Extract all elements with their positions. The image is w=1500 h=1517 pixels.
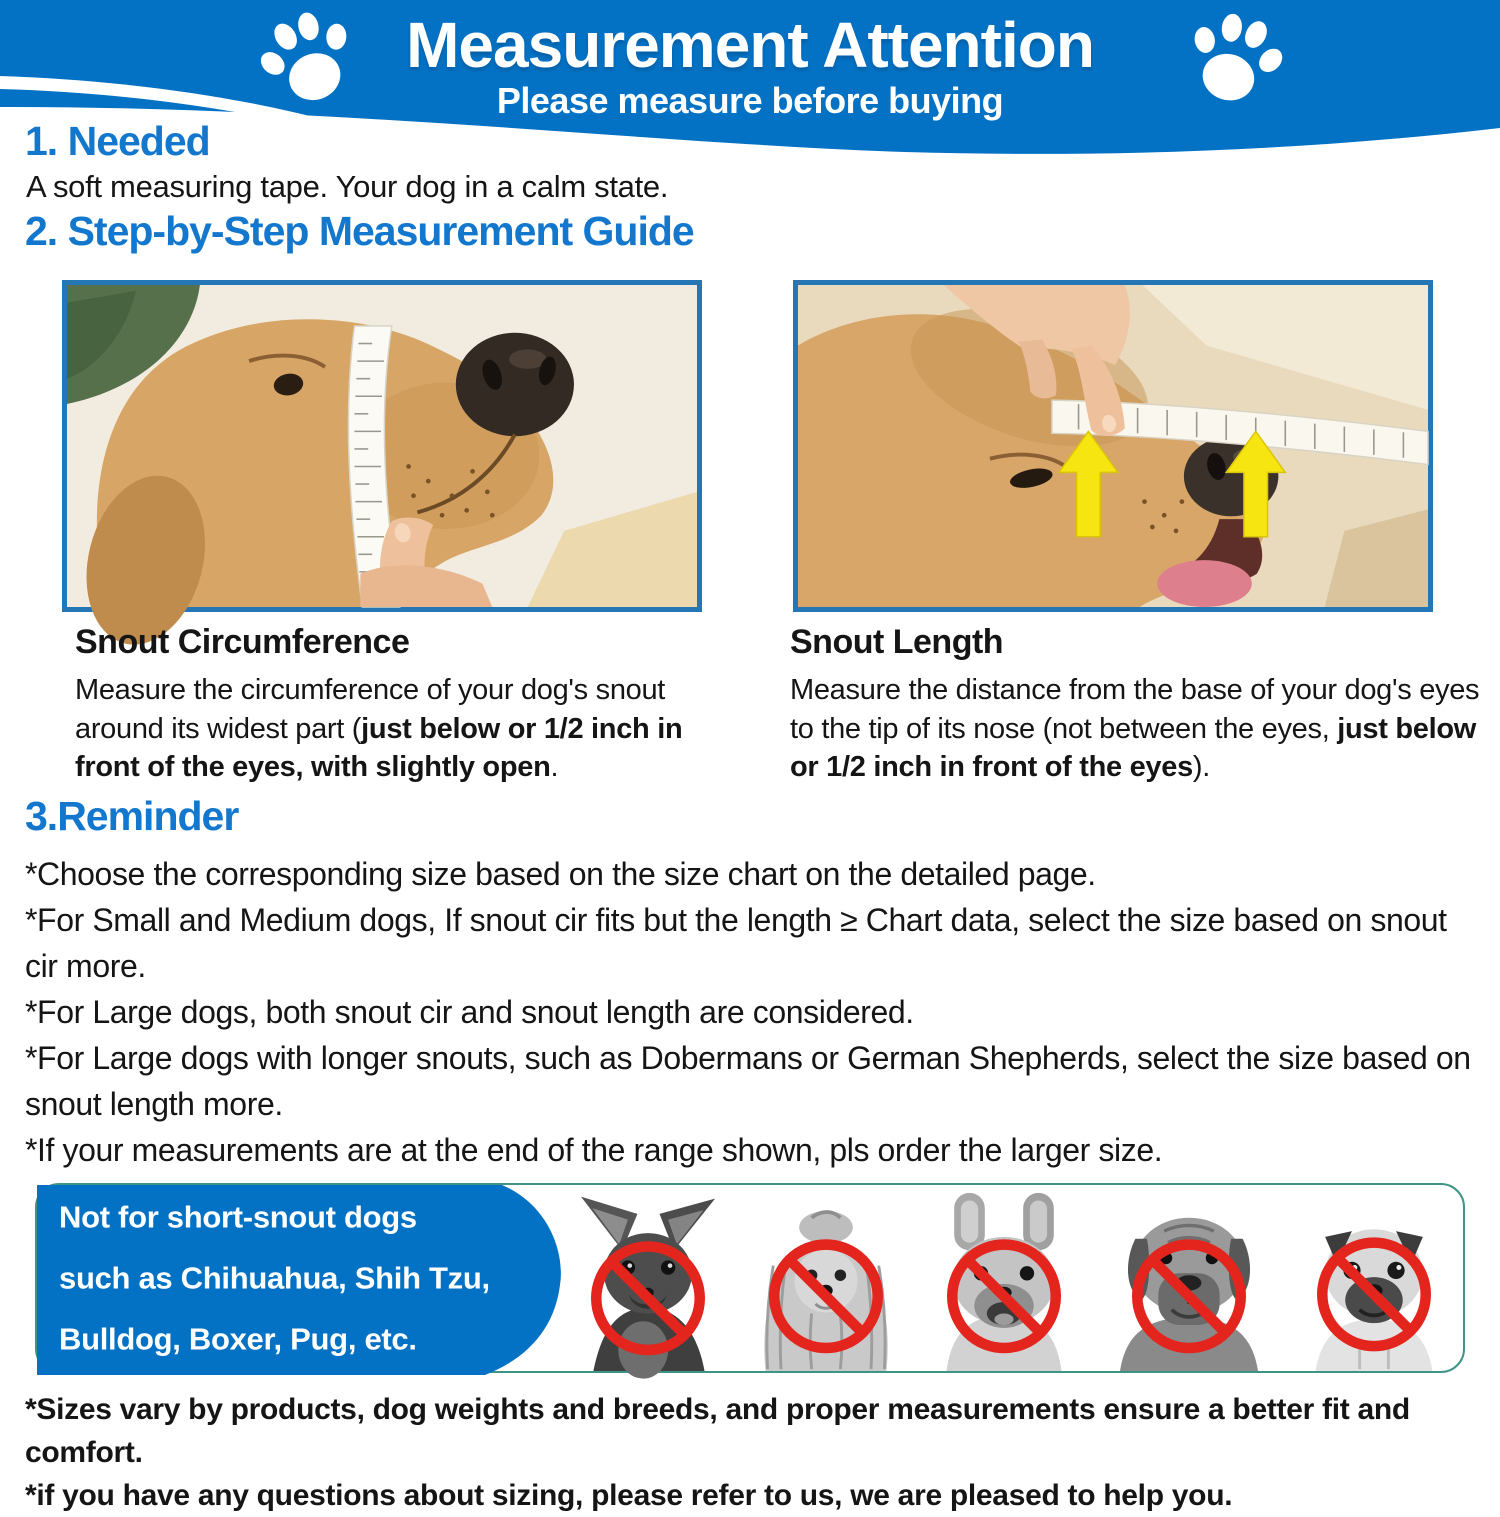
snout-circumference-caption — [75, 623, 725, 787]
reminder-item: *If your measurements are at the end of the range shown, pls order the larger size. — [25, 1132, 1163, 1168]
no-mastiff-illustration — [1099, 1189, 1279, 1371]
section-heading-needed: 1. Needed — [25, 118, 210, 164]
snout-length-illustration — [798, 285, 1428, 607]
caption-body: Measure the distance from the base of your dog's eyes to the tip of its nose (not between the eyes, just below or 1/2 inch in front of the eyes). — [790, 674, 1480, 783]
footer-note: *Sizes vary by products, dog weights and breeds, and proper measurements ensure a better fit and comfort. — [25, 1393, 1410, 1469]
header-banner — [0, 0, 1500, 175]
needed-body-text: A soft measuring tape. Your dog in a calm state. — [26, 169, 669, 204]
section-heading-reminder: 3.Reminder — [25, 793, 239, 839]
reminder-list — [25, 851, 1487, 1173]
caption-body: Measure the circumference of your dog's snout around its widest part (just below or 1/2 inch in front of the eyes, with slightly open. — [75, 674, 683, 783]
reminder-item: *For Large dogs, both snout cir and snout length are considered. — [25, 994, 914, 1030]
snout-length-photo — [793, 280, 1433, 612]
section-heading-guide: 2. Step-by-Step Measurement Guide — [25, 208, 694, 254]
footer-note: *if you have any questions about sizing, please refer to us, we are pleased to help you. — [25, 1479, 1233, 1512]
warning-text: Not for short-snout dogs such as Chihuahua, Shih Tzu, Bulldog, Boxer, Pug, etc. — [59, 1199, 490, 1357]
reminder-item: *For Large dogs with longer snouts, such as Dobermans or German Shepherds, select the size based on snout length more. — [25, 1040, 1471, 1122]
prohibited-dogs-row — [565, 1189, 1457, 1371]
not-for-short-snout-warning-box — [35, 1183, 1465, 1373]
page-subtitle: Please measure before buying — [496, 80, 1004, 121]
footer-notes — [25, 1388, 1487, 1517]
caption-title: Snout Length — [790, 623, 1004, 661]
no-french-bulldog-illustration — [921, 1189, 1087, 1371]
page-title: Measurement Attention — [406, 9, 1094, 81]
reminder-item: *Choose the corresponding size based on the size chart on the detailed page. — [25, 856, 1096, 892]
snout-circumference-photo — [62, 280, 702, 612]
snout-circumference-illustration — [67, 285, 697, 607]
snout-length-caption — [790, 623, 1480, 787]
reminder-item: *For Small and Medium dogs, If snout cir fits but the length ≥ Chart data, select the size based on snout cir more. — [25, 902, 1447, 984]
no-pug-illustration — [1291, 1189, 1457, 1371]
caption-title: Snout Circumference — [75, 623, 410, 661]
no-shih-tzu-illustration — [743, 1189, 909, 1371]
no-chihuahua-illustration — [565, 1189, 731, 1371]
